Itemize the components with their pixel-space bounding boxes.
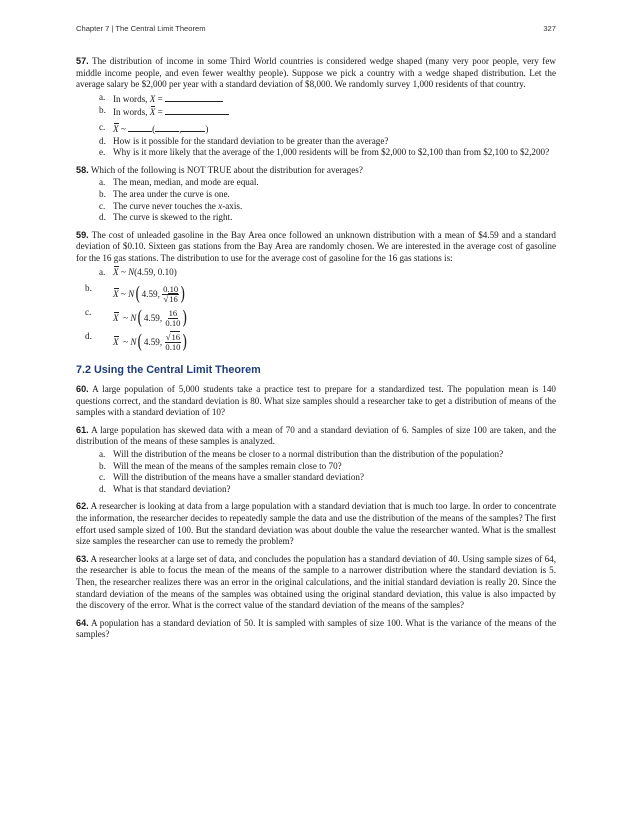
answer-blank [165, 105, 229, 115]
problem-60 [76, 384, 556, 419]
problem-62 [76, 501, 556, 547]
choice-b: b. X ~ N ( 4.59, $\frac{0.10}{√16}$ ) [85, 282, 186, 305]
problem-stem: A population has a standard deviation of 50. It is sampled with samples of size 100. What is the variance of the means of the samples? [76, 617, 556, 640]
answer-blank [128, 122, 152, 132]
problem-61 [76, 425, 556, 496]
choice-d: d. X ~ N ( 4.59, $\frac{√16}{0.10}$ ) [85, 330, 188, 353]
problem-57 [76, 56, 556, 159]
answer-blank [155, 122, 179, 132]
problem-stem: The distribution of income in some Third World countries is considered wedge shaped (many very poor people, very few middle income people, and even fewer wealthy people). Suppose we pick a country with a wedge shaped distribution. Let the average salary be $2,000 per year with a standard deviation of $8,000. We randomly survey 1,000 residents of that country. [76, 56, 556, 90]
fraction: $\frac{16}{0.10}$ [165, 308, 181, 328]
choice-b: b. The area under the curve is one. [99, 188, 230, 199]
sub-question-d: d. What is that standard deviation? [99, 483, 231, 494]
problem-59-text [76, 230, 556, 265]
problem-58 [76, 165, 556, 224]
sub-question-list [76, 92, 556, 159]
problem-stem: A researcher looks at a large set of data, and concludes the population has a standard deviation of 40. Using sample sizes of 64, the researcher is able to focus the mean of the means of the sample to a narrower distribution where the standard deviation is 5. Then, the researcher realizes there was an error in the original calculations, and the initial standard deviation is really 20. Since the standard deviation of the means of the samples was obtained using the original standard deviation, this value is also impacted by the discovery of the error. What is the correct value of the standard deviation of the means of the samples? [76, 553, 556, 611]
sub-question-a: a. Will the distribution of the means be closer to a normal distribution than the distribution of the population? [99, 449, 504, 460]
choice-c: c. X ~ N ( 4.59, $\frac{16}{0.10}$ ) [85, 306, 188, 329]
sub-question-e: e. Why is it more likely that the average of the 1,000 residents will be from $2,000 to $2,100 than from $2,100 to $2,200? [99, 147, 550, 158]
problem-stem: Which of the following is NOT TRUE about the distribution for averages? [90, 164, 363, 175]
problem-number: 59. [76, 229, 89, 240]
sqrt-sign: √ [165, 332, 171, 342]
answer-blank [165, 92, 223, 102]
problem-number: 61. [76, 424, 89, 435]
problem-number: 63. [76, 553, 89, 564]
sub-question-c: c. Will the distribution of the means have a smaller standard deviation? [99, 472, 365, 483]
sub-question-b: b. In words, X = [76, 105, 556, 119]
problem-number: 62. [76, 501, 89, 512]
problem-57-text [76, 56, 556, 91]
var-x: X [149, 93, 156, 104]
problem-stem: A large population of 5,000 students take a practice test to prepare for a standardized test. The population mean is 140 questions correct, and the standard deviation is 80. What size samples should a researcher take to get a distribution of means of the samples with a standard deviation of 10? [76, 384, 556, 418]
choice-a: a. X ~ N(4.59, 0.10) [99, 266, 177, 277]
problem-58-text [76, 165, 556, 177]
problem-stem: A researcher is looking at data from a large population with a standard deviation that is much too large. In order to concentrate the information, the researcher decides to repeatedly sample the data and use the distribution of the means of the samples? The first effort used sample sized of 100. But the standard deviation was about double the value the researcher wanted. What is the smallest size samples the researcher can use to remedy the problem? [76, 501, 556, 547]
sub-question-b: b. Will the mean of the means of the samples remain close to 70? [99, 460, 342, 471]
sub-question-c: c. X ~ ( , ) [99, 121, 209, 134]
choice-d: d. The curve is skewed to the right. [99, 212, 233, 223]
answer-blank [181, 122, 205, 132]
section-heading: 7.2 Using the Central Limit Theorem [76, 363, 261, 376]
choice-c: c. The curve never touches the x-axis. [99, 200, 243, 211]
problem-64 [76, 618, 556, 641]
answer-choice-list [76, 177, 556, 223]
fraction: $\frac{0.10}{√16}$ [163, 284, 179, 304]
chapter-title: Chapter 7 | The Central Limit Theorem [76, 24, 206, 33]
problem-stem: A large population has skewed data with a mean of 70 and a standard deviation of 6. Samples of size 100 are taken, and the distribution of the means of these samples is analyzed. [76, 424, 556, 447]
problem-number: 64. [76, 617, 89, 628]
running-header [76, 24, 556, 36]
main-content [76, 56, 556, 647]
problem-number: 57. [76, 56, 89, 66]
problem-stem: The cost of unleaded gasoline in the Bay Area once followed an unknown distribution with a mean of $4.59 and a standard deviation of $0.10. Sixteen gas stations from the Bay Area are randomly chosen. We are interested in the average cost of gasoline for the 16 gas stations. The distribution to use for the average cost of gasoline for the 16 gas stations is: [76, 229, 556, 263]
var-x-bar: X [149, 107, 156, 118]
answer-choice-list [76, 267, 556, 355]
var-x-bar: X [113, 123, 119, 134]
page-number: 327 [543, 24, 556, 33]
choice-a: a. The mean, median, and mode are equal. [99, 177, 259, 188]
problem-59 [76, 230, 556, 355]
problem-number: 60. [76, 384, 89, 395]
sqrt-sign: √ [163, 294, 169, 304]
problem-number: 58. [76, 164, 89, 175]
sub-question-a: a. In words, X = [76, 92, 556, 106]
sub-question-list [76, 449, 556, 495]
problem-63 [76, 554, 556, 612]
fraction: $\frac{√16}{0.10}$ [165, 332, 181, 352]
sub-question-d: d. How is it possible for the standard deviation to be greater than the average? [99, 135, 389, 146]
